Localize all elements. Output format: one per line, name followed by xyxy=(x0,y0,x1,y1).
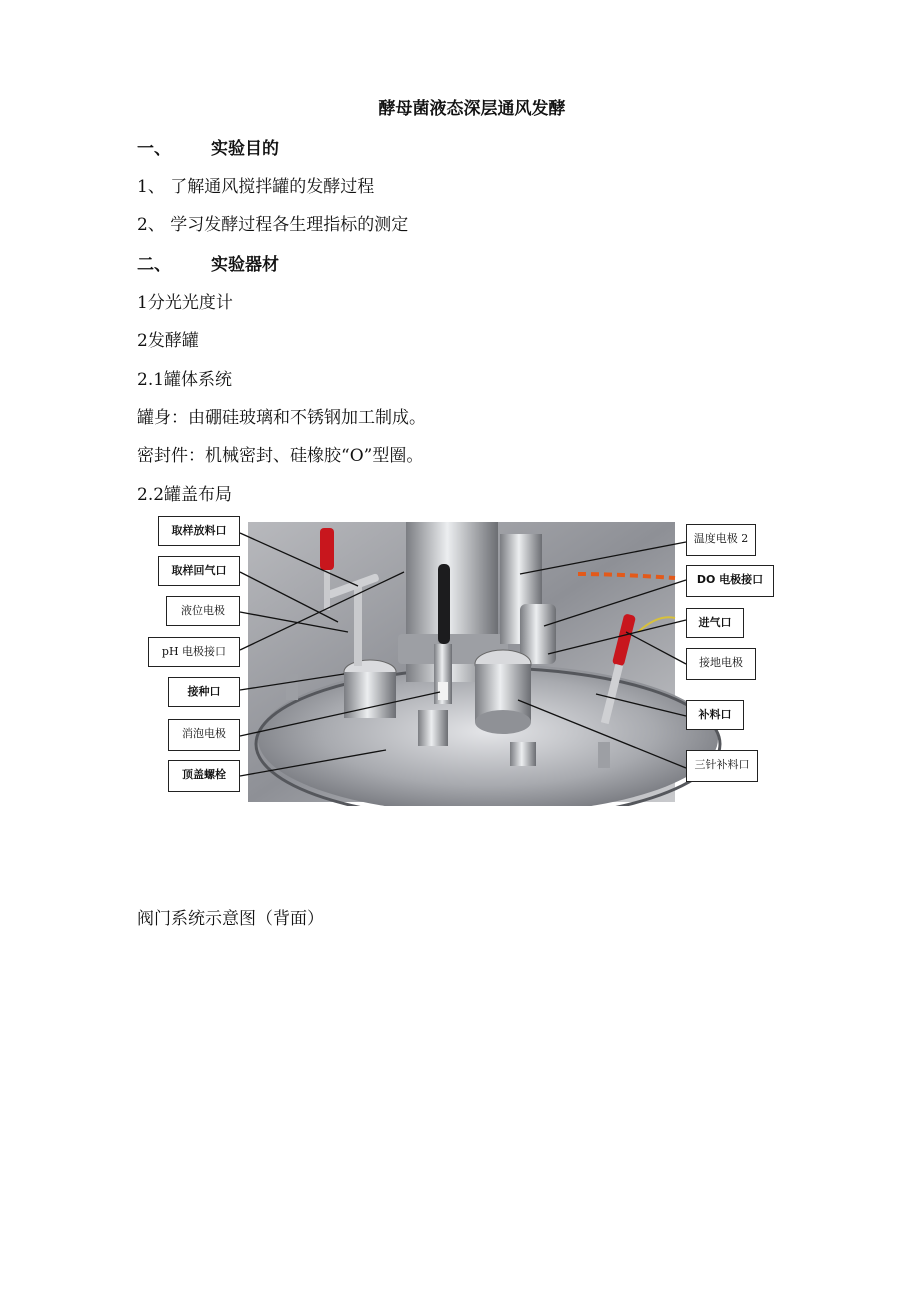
label-ground-electrode: 接地电极 xyxy=(686,648,756,680)
page-title: 酵母菌液态深层通风发酵 xyxy=(378,99,566,119)
equipment-line-1: 1分光光度计 xyxy=(137,293,233,313)
label-sampling-discharge-port: 取样放料口 xyxy=(158,516,240,546)
fermenter-photo xyxy=(148,514,778,806)
label-air-inlet: 进气口 xyxy=(686,608,744,638)
purpose-item-1: 1、 了解通风搅拌罐的发酵过程 xyxy=(137,177,375,197)
purpose-item-2: 2、 学习发酵过程各生理指标的测定 xyxy=(137,215,409,235)
label-ph-electrode-port: pH 电极接口 xyxy=(148,637,240,667)
section-1-heading: 实验目的 xyxy=(211,139,279,159)
fermenter-lid-figure xyxy=(148,514,778,806)
label-feed-port: 补料口 xyxy=(686,700,744,730)
label-top-cover-bolt: 顶盖螺栓 xyxy=(168,760,240,792)
label-do-electrode-port: DO 电极接口 xyxy=(686,565,774,597)
equipment-line-6: 2.2罐盖布局 xyxy=(137,485,233,505)
valve-system-caption: 阀门系统示意图（背面） xyxy=(137,909,324,929)
label-sampling-return-air-port: 取样回气口 xyxy=(158,556,240,586)
label-inoculation-port: 接种口 xyxy=(168,677,240,707)
label-antifoam-electrode: 消泡电极 xyxy=(168,719,240,751)
label-three-needle-feed-port: 三针补料口 xyxy=(686,750,758,782)
equipment-line-4: 罐身：由硼硅玻璃和不锈钢加工制成。 xyxy=(137,408,426,428)
equipment-line-2: 2发酵罐 xyxy=(137,331,199,351)
section-1-number: 一、 xyxy=(137,139,171,159)
equipment-line-3: 2.1罐体系统 xyxy=(137,370,233,390)
equipment-line-5: 密封件：机械密封、硅橡胶“O”型圈。 xyxy=(137,446,424,466)
section-2-heading: 实验器材 xyxy=(211,255,279,275)
label-level-electrode: 液位电极 xyxy=(166,596,240,626)
label-temperature-electrode-2: 温度电极 2 xyxy=(686,524,756,556)
section-2-number: 二、 xyxy=(137,255,171,275)
